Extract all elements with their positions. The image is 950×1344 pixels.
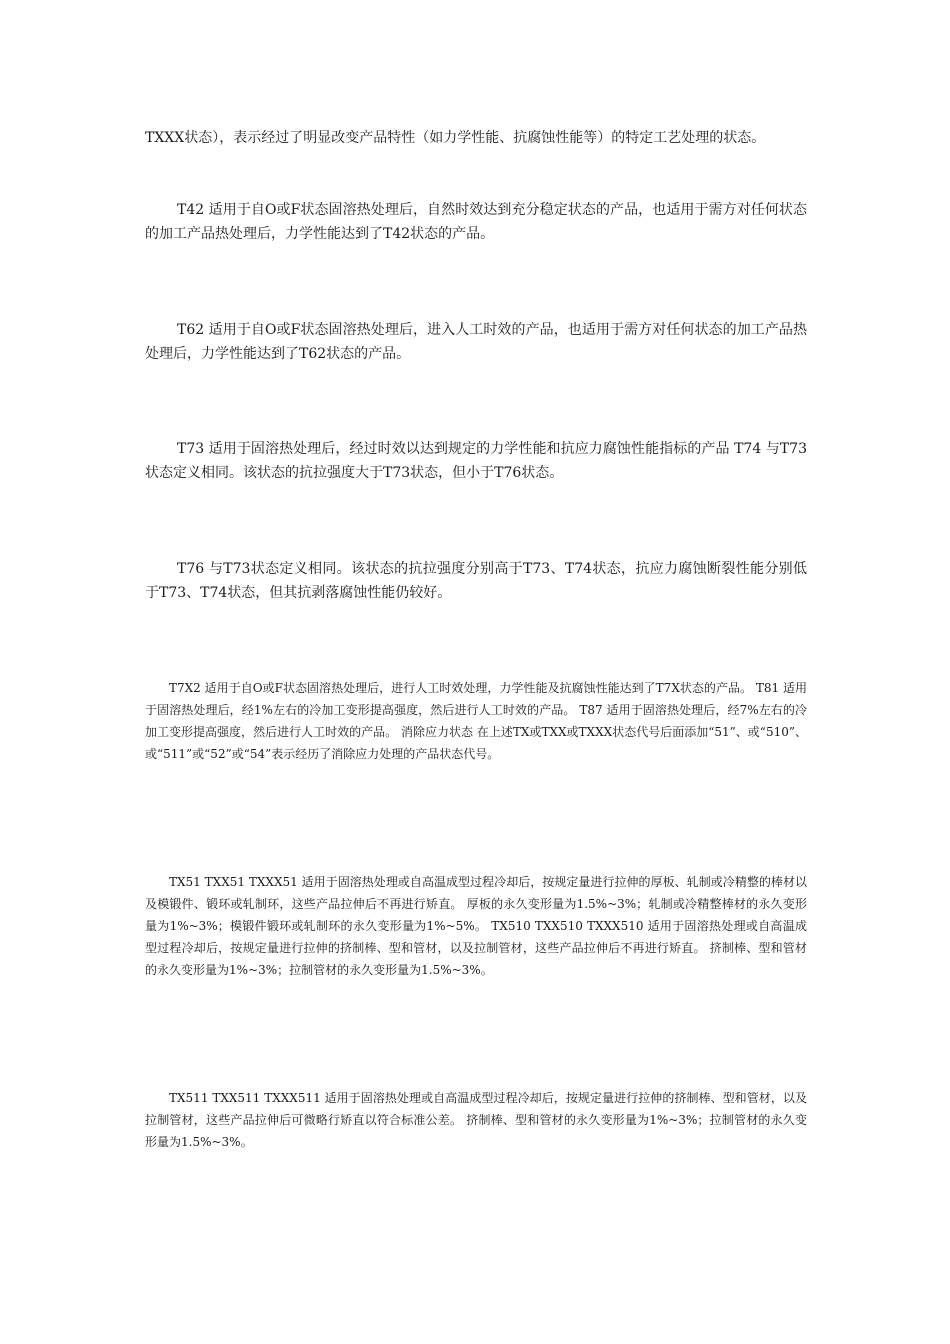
paragraph-tx511: TX511 TXX511 TXXX511 适用于固溶热处理或自高温成型过程冷却后，按规定量进行拉伸的挤制棒、型和管材，以及拉制管材，这些产品拉伸后可微略行矫直以符合标准公差。 挤制棒、型和管材的永久变形量为1%~3%；拉制管材的永久变形量为1.5%~3%。 [145,1091,807,1149]
paragraph-t76: T76 与T73状态定义相同。该状态的抗拉强度分别高于T73、T74状态，抗应力腐蚀断裂性能分别低于T73、T74状态，但其抗剥落腐蚀性能仍较好。 [145,561,807,601]
paragraph-tx51-tx510: TX51 TXX51 TXXX51 适用于固溶热处理或自高温成型过程冷却后，按规定量进行拉伸的厚板、轧制或冷精整的棒材以及模锻件、锻环或轧制环，这些产品拉伸后不再进行矫直。 厚板的永久变形量为1.5%~3%；轧制或冷精整棒材的永久变形量为1%~3%；模锻件锻环或轧制环的永久变形量为1%~5%。 TX510 TXX510 TXXX510 适用于固溶热处理或自高温成型过程冷却后，按规定量进行拉伸的挤制棒、型和管材，以及拉制管材，这些产品拉伸后不再进行矫直。 挤制棒、型和管材的永久变形量为1%~3%；拉制管材的永久变形量为1.5%~3%。 [145,875,807,977]
paragraph-t62: T62 适用于自O或F状态固溶热处理后，进入人工时效的产品，也适用于需方对任何状态的加工产品热处理后，力学性能达到了T62状态的产品。 [145,322,807,362]
paragraph-txxx-intro: TXXX状态），表示经过了明显改变产品特性（如力学性能、抗腐蚀性能等）的特定工艺处理的状态。 [145,130,766,146]
paragraph-t42: T42 适用于自O或F状态固溶热处理后，自然时效达到充分稳定状态的产品，也适用于需方对任何状态的加工产品热处理后，力学性能达到了T42状态的产品。 [145,202,807,242]
paragraph-t7x2-t81-t87: T7X2 适用于自O或F状态固溶热处理后，进行人工时效处理，力学性能及抗腐蚀性能达到了T7X状态的产品。 T81 适用于固溶热处理后，经1%左右的冷加工变形提高强度，然后进行人工时效的产品。 T87 适用于固溶热处理后，经7%左右的冷加工变形提高强度，然后进行人工时效的产品。 消除应力状态 在上述TX或TXX或TXXX状态代号后面添加“51”、或“510”、或“511”或“52”或“54”表示经历了消除应力处理的产品状态代号。 [145,681,807,761]
paragraph-t73-t74: T73 适用于固溶热处理后，经过时效以达到规定的力学性能和抗应力腐蚀性能指标的产品 T74 与T73状态定义相同。该状态的抗拉强度大于T73状态，但小于T76状态。 [145,441,807,481]
